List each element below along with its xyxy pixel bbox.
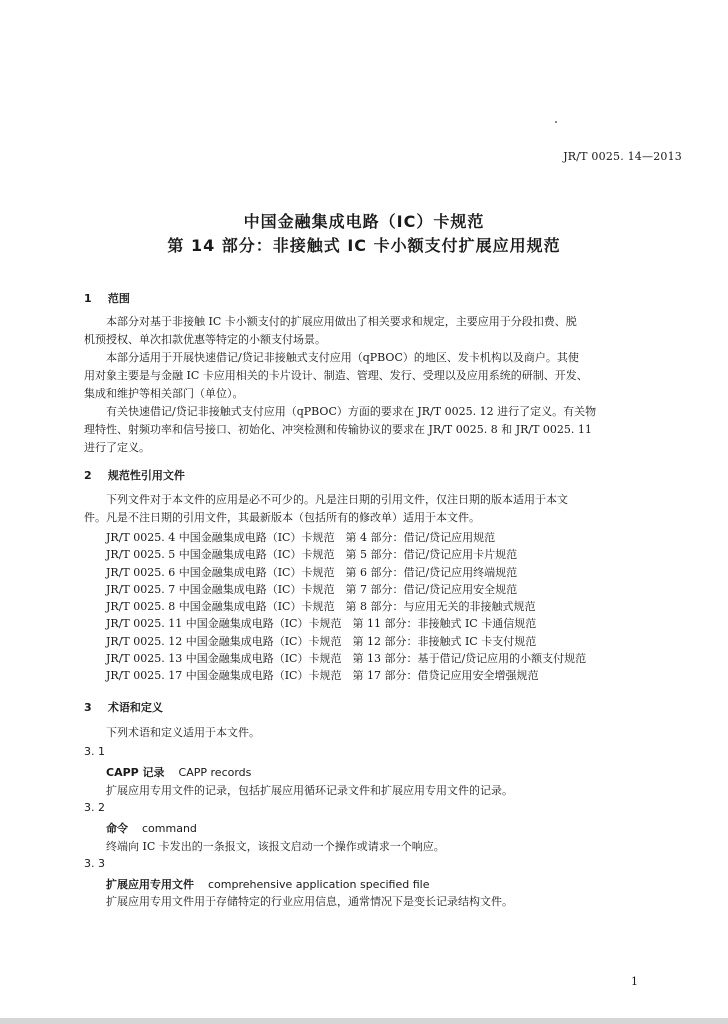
term-definition: 扩展应用专用文件的记录，包括扩展应用循环记录文件和扩展应用专用文件的记录。 — [106, 784, 513, 797]
term-english: command — [142, 822, 197, 835]
section-title: 规范性引用文件 — [107, 469, 185, 482]
scan-speck — [555, 121, 557, 123]
term-chinese: 命令 — [106, 822, 128, 835]
term-chinese: CAPP 记录 — [106, 766, 165, 779]
term-number: 3. 1 — [84, 745, 105, 758]
section-number: 2 — [84, 469, 92, 482]
standard-code: JR/T 0025. 14—2013 — [563, 150, 682, 163]
section-1-paragraph-2: 本部分适用于开展快速借记/贷记非接触式支付应用（qPBOC）的地区、发卡机构以及商户。其使 用对象主要是与金融 IC 卡应用相关的卡片设计、制造、管理、发行、受理以及应用系统的研制、开发、 集成和维护等相关部门（单位）。 — [84, 351, 588, 400]
section-number: 3 — [84, 701, 92, 714]
term-definition: 扩展应用专用文件用于存储特定的行业应用信息，通常情况下是变长记录结构文件。 — [106, 895, 513, 908]
reference-item: JR/T 0025. 5 中国金融集成电路（IC）卡规范 第 5 部分：借记/贷记应用卡片规范 — [106, 548, 518, 562]
section-3-heading — [84, 699, 163, 715]
section-3-intro: 下列术语和定义适用于本文件。 — [106, 726, 260, 739]
reference-item: JR/T 0025. 12 中国金融集成电路（IC）卡规范 第 12 部分：非接触式 IC 卡支付规范 — [106, 634, 537, 648]
section-title: 范围 — [107, 292, 130, 305]
scan-bottom-edge — [0, 1018, 728, 1024]
term-entry — [106, 820, 197, 836]
section-1-paragraph-3: 有关快速借记/贷记非接触式支付应用（qPBOC）方面的要求在 JR/T 0025. 12 进行了定义。有关物 理特性、射频功率和信号接口、初始化、冲突检测和传输协议的要求在 JR/T 0025. 8 和 JR/T 0025. 11 进行了定义。 — [84, 405, 597, 454]
reference-item: JR/T 0025. 11 中国金融集成电路（IC）卡规范 第 11 部分：非接触式 IC 卡通信规范 — [106, 617, 537, 631]
normative-references-list — [106, 529, 586, 685]
document-subtitle: 第 14 部分：非接触式 IC 卡小额支付扩展应用规范 — [167, 236, 561, 255]
page-number: 1 — [631, 975, 638, 988]
term-definition: 终端向 IC 卡发出的一条报文，该报文启动一个操作或请求一个响应。 — [106, 840, 445, 853]
term-entry — [106, 764, 251, 780]
section-title: 术语和定义 — [107, 701, 163, 714]
term-chinese: 扩展应用专用文件 — [106, 878, 194, 891]
reference-item: JR/T 0025. 7 中国金融集成电路（IC）卡规范 第 7 部分：借记/贷记应用安全规范 — [106, 582, 518, 596]
term-entry — [106, 876, 429, 892]
term-english: CAPP records — [178, 766, 252, 779]
document-title: 中国金融集成电路（IC）卡规范 — [243, 212, 485, 231]
reference-item: JR/T 0025. 6 中国金融集成电路（IC）卡规范 第 6 部分：借记/贷记应用终端规范 — [106, 565, 518, 579]
term-number: 3. 3 — [84, 857, 105, 870]
section-number: 1 — [84, 292, 92, 305]
section-2-intro: 下列文件对于本文件的应用是必不可少的。凡是注日期的引用文件，仅注日期的版本适用于本文 件。凡是不注日期的引用文件，其最新版本（包括所有的修改单）适用于本文件。 — [84, 493, 568, 524]
reference-item: JR/T 0025. 8 中国金融集成电路（IC）卡规范 第 8 部分：与应用无关的非接触式规范 — [106, 600, 536, 614]
section-1-paragraph-1: 本部分对基于非接触 IC 卡小额支付的扩展应用做出了相关要求和规定，主要应用于分段扣费、脱 机预授权、单次扣款优惠等特定的小额支付场景。 — [84, 315, 577, 346]
reference-item: JR/T 0025. 17 中国金融集成电路（IC）卡规范 第 17 部分：借贷记应用安全增强规范 — [106, 669, 539, 683]
term-number: 3. 2 — [84, 801, 105, 814]
section-2-heading — [84, 467, 185, 483]
section-1-heading — [84, 290, 130, 306]
term-english: comprehensive application specified file — [208, 878, 430, 891]
reference-item: JR/T 0025. 13 中国金融集成电路（IC）卡规范 第 13 部分：基于借记/贷记应用的小额支付规范 — [106, 652, 587, 666]
reference-item: JR/T 0025. 4 中国金融集成电路（IC）卡规范 第 4 部分：借记/贷记应用规范 — [106, 531, 496, 544]
